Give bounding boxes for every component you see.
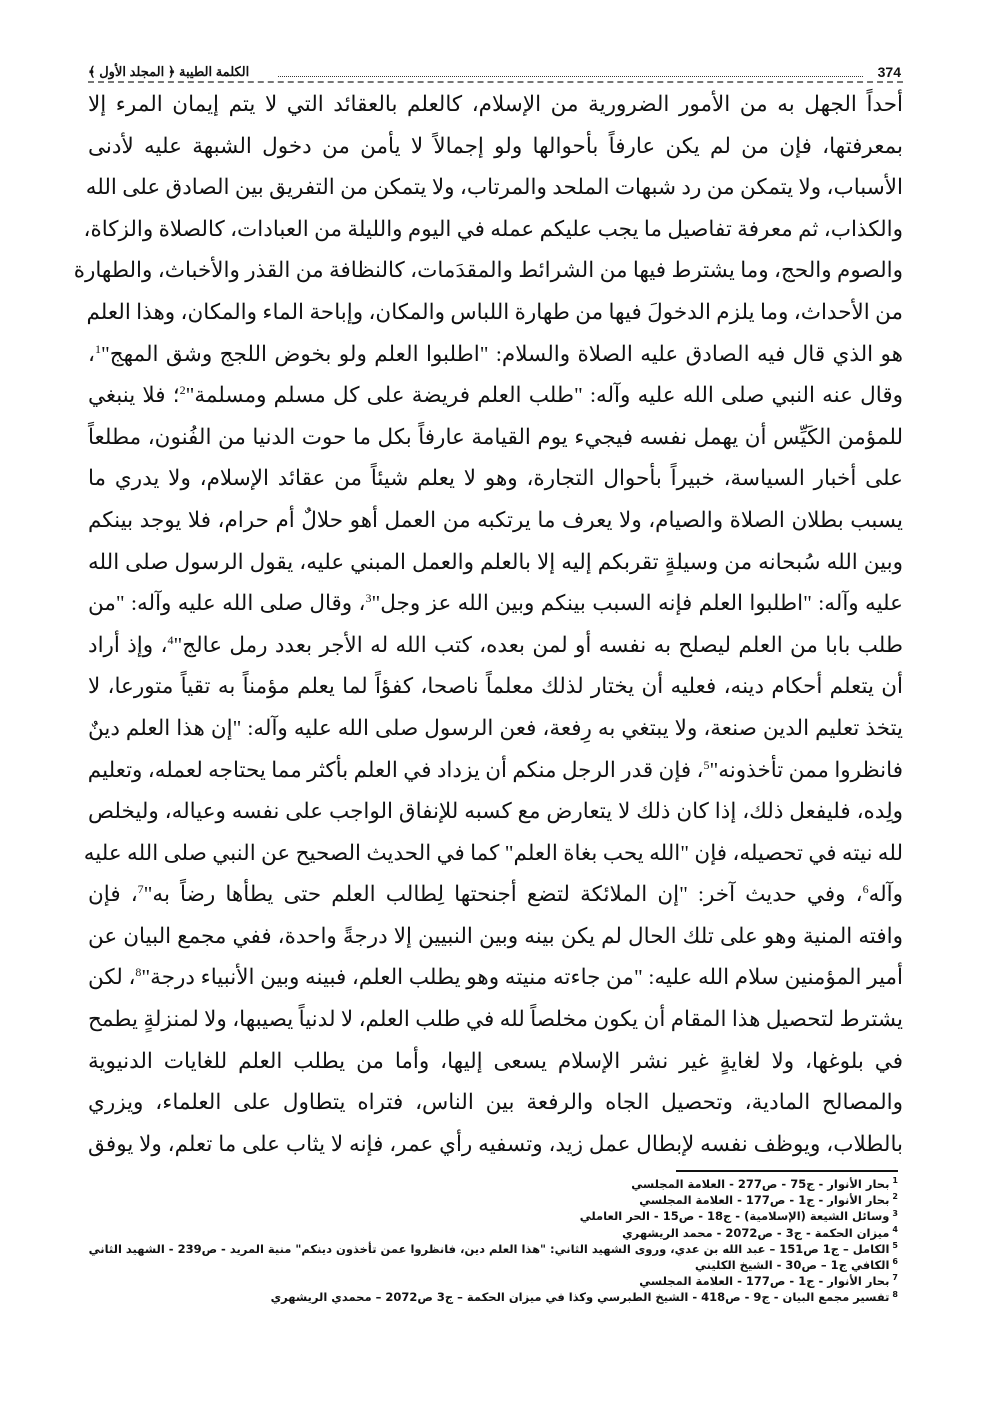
text-line [88, 583, 903, 625]
line-text: ، [88, 341, 95, 366]
text-line [88, 1082, 903, 1124]
footnote-text: وسائل الشيعة (الإسلامية) - ج18 - ص15 - الحر العاملي [579, 1209, 890, 1224]
line-text: من الأحداث، وما يلزم الدخولَ فيها من طهارة اللباس والمكان، وإباحة الماء والمكان، وهذا العلم [86, 299, 903, 324]
text-line [88, 1041, 903, 1083]
text-line [88, 334, 903, 376]
line-text: ، فإن قدر الرجل منكم أن يزداد في العلم بأكثر مما يحتاجه لعمله، وتعليم [87, 757, 704, 782]
footnote-number: 2 [892, 1192, 898, 1202]
line-text: فانظروا ممن تأخذونه" [709, 757, 903, 782]
text-line [88, 542, 903, 584]
header-divider [88, 81, 903, 83]
text-line [88, 84, 903, 126]
footnote-number: 3 [892, 1208, 898, 1218]
line-text: والكذاب، ثم معرفة تفاصيل ما يجب عليكم عمله في اليوم والليلة من العبادات، كالصلاة والزكاة، [83, 216, 903, 241]
footnote-separator [676, 1170, 898, 1172]
footnote-number: 7 [892, 1273, 898, 1283]
footnote-reference[interactable]: 5 [703, 757, 710, 772]
line-text: عليه وآله: "اطلبوا العلم فإنه السبب بينكم وبين الله عز وجل" [371, 591, 904, 616]
line-text: للمؤمن الكَيِّس أن يهمل نفسه فيجيء يوم القيامة عارفاً بكل ما حوت الدنيا من الفُنون، مطلعاً [88, 424, 903, 449]
footnote-text: تفسير مجمع البيان - ج9 - ص418 - الشيخ الطبرسي وكذا في ميزان الحكمة – ج3 ص2072 – محمدي الريشهري [270, 1290, 890, 1305]
footnote-text: بحار الأنوار - ج1 - ص177 - العلامة المجلسي [639, 1193, 890, 1208]
line-text: أن يتعلم أحكام دينه، فعليه أن يختار لذلك معلماً ناصحا، كفؤاً لما يعلم مؤمناً به تقياً متورعا، لا [88, 674, 903, 699]
line-text: بالطلاب، ويوظف نفسه لإبطال عمل زيد، وتسفيه رأي عمر، فإنه لا يثاب على ما تعلم، ولا يوفق [88, 1131, 903, 1156]
footnote-item [88, 1257, 898, 1273]
footnote-reference[interactable]: 3 [365, 590, 372, 605]
text-line [88, 916, 903, 958]
line-text: الأسباب، ولا يتمكن من رد شبهات الملحد والمرتاب، ولا يتمكن من التفريق بين الصادق على الله [85, 175, 903, 200]
line-text: وبين الله سُبحانه من وسيلةٍ تقربكم إليه إلا بالعلم والعمل المبني عليه، يقول الرسول صلى الله [88, 549, 903, 574]
footnote-number: 6 [892, 1257, 898, 1267]
running-header [88, 58, 903, 80]
footnotes [88, 1176, 898, 1306]
text-line [88, 750, 903, 792]
text-line [88, 874, 903, 916]
footnote-text: بحار الأنوار - ج1 - ص177 - العلامة المجلسي [639, 1274, 890, 1289]
line-text: ، وفي حديث آخر: "إن الملائكة لتضع أجنحتها لِطالب العلم حتى يطأها رضاً به" [143, 882, 863, 907]
text-line [85, 167, 903, 209]
line-text: على أخبار السياسة، خبيراً بأحوال التجارة، وهو لا يعلم شيئاً من عقائد الإسلام، ولا يدري ما [88, 466, 903, 491]
text-line [88, 666, 903, 708]
footnote-number: 4 [892, 1224, 898, 1234]
text-line [88, 957, 903, 999]
book-title: الكلمة الطيبة ﴿ المجلد الأول ﴾ [88, 64, 250, 79]
line-text: أحداً الجهل به من الأمور الضرورية من الإسلام، كالعلم بالعقائد التي لا يتم إيمان المرء إلا [88, 92, 903, 116]
line-text: في بلوغها، ولا لغايةٍ غير نشر الإسلام يسعى إليها، وأما من يطلب العلم للغايات الدنيوية [88, 1048, 903, 1073]
footnote-item [88, 1225, 898, 1241]
text-line [88, 500, 903, 542]
text-line [83, 833, 903, 875]
line-text: وافته المنية وهو على تلك الحال لم يكن بينه وبين النبيين إلا درجةً واحدة، ففي مجمع البيان عن [88, 923, 903, 948]
footnote-number: 1 [892, 1176, 898, 1186]
line-text: يشترط لتحصيل هذا المقام أن يكون مخلصاً لله في طلب العلم، لا لدنياً يصيبها، ولا لمنزلةٍ يطمح [88, 1007, 903, 1032]
text-line [88, 417, 903, 459]
line-text: والمصالح المادية، وتحصيل الجاه والرفعة بين الناس، فتراه يتطاول على العلماء، ويزري [88, 1090, 903, 1115]
text-line [88, 458, 903, 500]
footnote-item [88, 1176, 898, 1192]
line-text: هو الذي قال فيه الصادق عليه الصلاة والسلام: "اطلبوا العلم ولو بخوض اللجج وشق المهج" [100, 341, 903, 366]
footnote-text: بحار الأنوار - ج75 - ص277 - العلامة المجلسي [631, 1177, 890, 1191]
text-line [88, 375, 903, 417]
line-text: يسبب بطلان الصلاة والصيام، ولا يعرف ما يرتكبه من العمل أهو حلالٌ أم حرام، فلا يوجد بينكم [88, 507, 903, 532]
text-line [88, 791, 903, 833]
footnote-reference[interactable]: 4 [167, 632, 174, 647]
footnote-reference[interactable]: 7 [137, 882, 144, 897]
text-line [88, 625, 903, 667]
footnote-reference[interactable]: 2 [179, 383, 186, 397]
text-line [88, 292, 903, 334]
line-text: ؛ فلا ينبغي [88, 383, 180, 408]
line-text: وقال عنه النبي صلى الله عليه وآله: "طلب العلم فريضة على كل مسلم ومسلمة" [185, 383, 903, 408]
line-text: ، لكن [88, 965, 136, 990]
line-text: ، وقال صلى الله عليه وآله: "من [88, 591, 366, 616]
footnote-text: الكامل – ج1 ص151 – عبد الله بن عدي، وروى الشهيد الثاني: "هذا العلم دين، فانظروا عمن تأخذون دينكم" منية المريد - ص239 - الشهيد الثاني [88, 1241, 890, 1256]
text-line [73, 250, 903, 292]
line-text: وآله [868, 882, 903, 907]
line-text: ، فإن [88, 882, 138, 907]
text-line [88, 999, 903, 1041]
footnote-item [88, 1273, 898, 1289]
line-text: يتخذ تعليم الدين صنعة، ولا يبتغي به رِفعة، فعن الرسول صلى الله عليه وآله: "إن هذا العلم دينٌ [88, 715, 903, 740]
line-text: ، وإذ أراد [88, 632, 168, 657]
footnote-item [88, 1289, 898, 1305]
line-text: لله نيته في تحصيله، فإن "الله يحب بغاة العلم" كما في الحديث الصحيح عن النبي صلى الله عليه [83, 840, 903, 865]
header-leader-dots [278, 76, 863, 77]
footnote-text: الكافي ج1 – ص30 - الشيخ الكليني [695, 1258, 890, 1273]
footnote-reference[interactable]: 1 [94, 341, 101, 356]
line-text: أمير المؤمنين سلام الله عليه: "من جاءته منيته وهو يطلب العلم، فبينه وبين الأنبياء درجة" [141, 965, 903, 990]
page-number: 374 [877, 64, 901, 80]
line-text: بمعرفتها، فإن من لم يكن عارفاً بأحوالها ولو إجمالاً لا يأمن من دخول الشبهة عليه لأدنى [88, 133, 903, 158]
text-line [88, 126, 903, 168]
footnote-item [88, 1208, 898, 1224]
footnote-item [88, 1192, 898, 1208]
footnote-number: 8 [892, 1289, 898, 1299]
line-text: والصوم والحج، وما يشترط فيها من الشرائط والمقدَمات، كالنظافة من القذر والأخباث، والطهارة [73, 258, 903, 283]
footnote-reference[interactable]: 6 [862, 882, 869, 897]
footnote-reference[interactable]: 8 [135, 965, 142, 980]
line-text: طلب بابا من العلم ليصلح به نفسه أو لمن بعده، كتب الله له الأجر بعدد رمل عالج" [173, 632, 904, 657]
line-text: ولِده، فليفعل ذلك، إذا كان ذلك لا يتعارض مع كسبه للإنفاق الواجب على نفسه وعياله، وليخلص [88, 799, 903, 824]
footnote-item [88, 1241, 898, 1257]
footnote-number: 5 [892, 1240, 898, 1250]
body-paragraph [73, 84, 904, 1165]
text-line [88, 708, 903, 750]
text-line [83, 209, 903, 251]
text-line [88, 1124, 903, 1166]
footnote-text: ميزان الحكمة - ج3 - ص2072 - محمد الريشهري [622, 1225, 890, 1240]
